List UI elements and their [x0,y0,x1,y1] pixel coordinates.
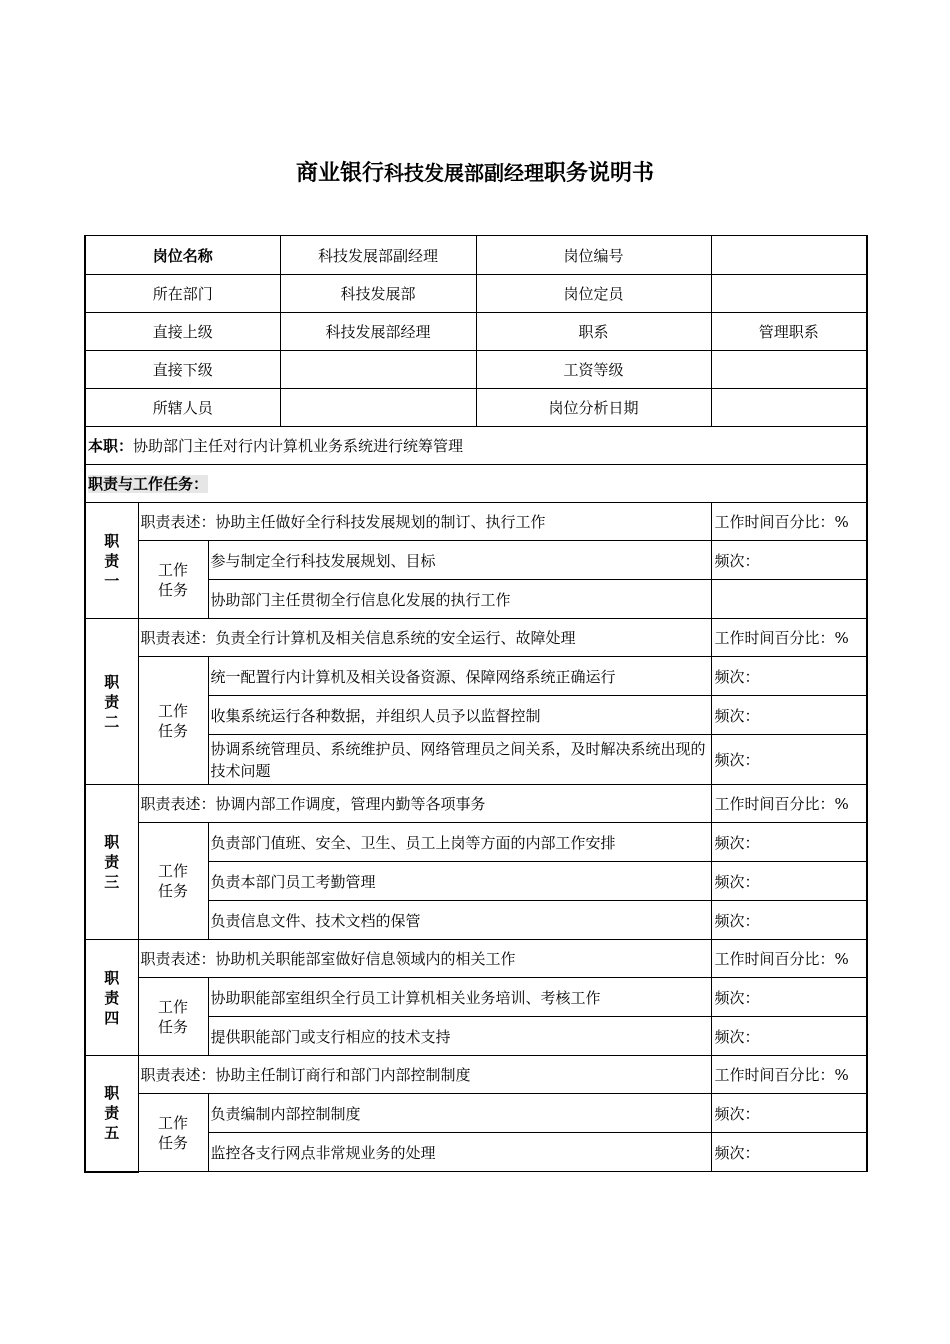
task-row [85,1094,867,1133]
duties-header-cell [85,465,867,503]
task-text: 协调系统管理员、系统维护员、网络管理员之间关系，及时解决系统出现的技术问题 [208,735,711,785]
duty-desc: 职责表述：协助主任制订商行和部门内部控制制度 [138,1056,711,1094]
task-frequency: 频次： [711,541,867,580]
task-frequency: 频次： [711,901,867,940]
info-value [711,275,867,313]
info-value [711,351,867,389]
duty-desc: 职责表述：协助主任做好全行科技发展规划的制订、执行工作 [138,503,711,541]
task-row [85,978,867,1017]
duty-desc-row [85,1056,867,1094]
task-label: 工作任务 [138,978,208,1056]
task-frequency: 频次： [711,1017,867,1056]
page-title [0,156,950,187]
task-frequency: 频次： [711,1133,867,1172]
info-label: 岗位分析日期 [476,389,711,427]
task-frequency: 频次： [711,978,867,1017]
info-value: 科技发展部经理 [280,313,476,351]
task-row [85,823,867,862]
duty-desc: 职责表述：协助机关职能部室做好信息领域内的相关工作 [138,940,711,978]
task-text: 负责部门值班、安全、卫生、员工上岗等方面的内部工作安排 [208,823,711,862]
task-label: 工作任务 [138,823,208,940]
task-label: 工作任务 [138,657,208,785]
info-label: 岗位名称 [85,236,280,275]
benzhi-text: 协助部门主任对行内计算机业务系统进行统筹管理 [133,437,464,455]
duty-time-pct: 工作时间百分比：% [711,785,867,823]
duty-time-pct: 工作时间百分比：% [711,619,867,657]
info-label: 岗位定员 [476,275,711,313]
task-text: 负责本部门员工考勤管理 [208,862,711,901]
benzhi-label: 本职： [88,437,134,455]
task-row [85,541,867,580]
info-value [280,389,476,427]
task-row [85,657,867,696]
duty-desc-row [85,503,867,541]
duty-time-pct: 工作时间百分比：% [711,940,867,978]
duty-name: 职责一 [85,503,138,619]
task-text: 监控各支行网点非常规业务的处理 [208,1133,711,1172]
task-frequency: 频次： [711,735,867,785]
title-part-position: 科技发展部副经理 [384,161,544,185]
info-label: 直接上级 [85,313,280,351]
duty-desc-row [85,785,867,823]
info-label: 工资等级 [476,351,711,389]
duty-desc: 职责表述：负责全行计算机及相关信息系统的安全运行、故障处理 [138,619,711,657]
duty-desc-row [85,940,867,978]
task-frequency [711,580,867,619]
task-frequency: 频次： [711,696,867,735]
info-row [85,313,867,351]
info-row [85,275,867,313]
task-text: 协助部门主任贯彻全行信息化发展的执行工作 [208,580,711,619]
task-text: 提供职能部门或支行相应的技术支持 [208,1017,711,1056]
duties-header-row [85,465,867,503]
duty-name: 职责五 [85,1056,138,1172]
duty-name: 职责二 [85,619,138,785]
title-part-doc: 职务说明书 [544,161,655,186]
info-value [280,351,476,389]
duty-name: 职责三 [85,785,138,940]
info-value: 科技发展部副经理 [280,236,476,275]
info-value [711,389,867,427]
info-row [85,389,867,427]
task-frequency: 频次： [711,657,867,696]
info-value: 管理职系 [711,313,867,351]
duty-time-pct: 工作时间百分比：% [711,503,867,541]
task-text: 统一配置行内计算机及相关设备资源、保障网络系统正确运行 [208,657,711,696]
info-value: 科技发展部 [280,275,476,313]
task-text: 参与制定全行科技发展规划、目标 [208,541,711,580]
info-label: 岗位编号 [476,236,711,275]
task-frequency: 频次： [711,1094,867,1133]
task-text: 负责信息文件、技术文档的保管 [208,901,711,940]
duty-time-pct: 工作时间百分比：% [711,1056,867,1094]
task-label: 工作任务 [138,541,208,619]
duties-header: 职责与工作任务： [88,475,209,493]
benzhi-row [85,427,867,465]
info-label: 所辖人员 [85,389,280,427]
info-label: 所在部门 [85,275,280,313]
info-label: 直接下级 [85,351,280,389]
task-text: 协助职能部室组织全行员工计算机相关业务培训、考核工作 [208,978,711,1017]
job-description-table [84,235,868,1173]
info-label: 职系 [476,313,711,351]
info-value [711,236,867,275]
task-text: 负责编制内部控制制度 [208,1094,711,1133]
duty-desc-row [85,619,867,657]
benzhi-cell [85,427,867,465]
duty-name: 职责四 [85,940,138,1056]
task-frequency: 频次： [711,862,867,901]
title-part-bank: 商业银行 [295,161,384,186]
duty-desc: 职责表述：协调内部工作调度，管理内勤等各项事务 [138,785,711,823]
task-frequency: 频次： [711,823,867,862]
task-label: 工作任务 [138,1094,208,1172]
info-row [85,351,867,389]
info-row [85,236,867,275]
task-text: 收集系统运行各种数据，并组织人员予以监督控制 [208,696,711,735]
